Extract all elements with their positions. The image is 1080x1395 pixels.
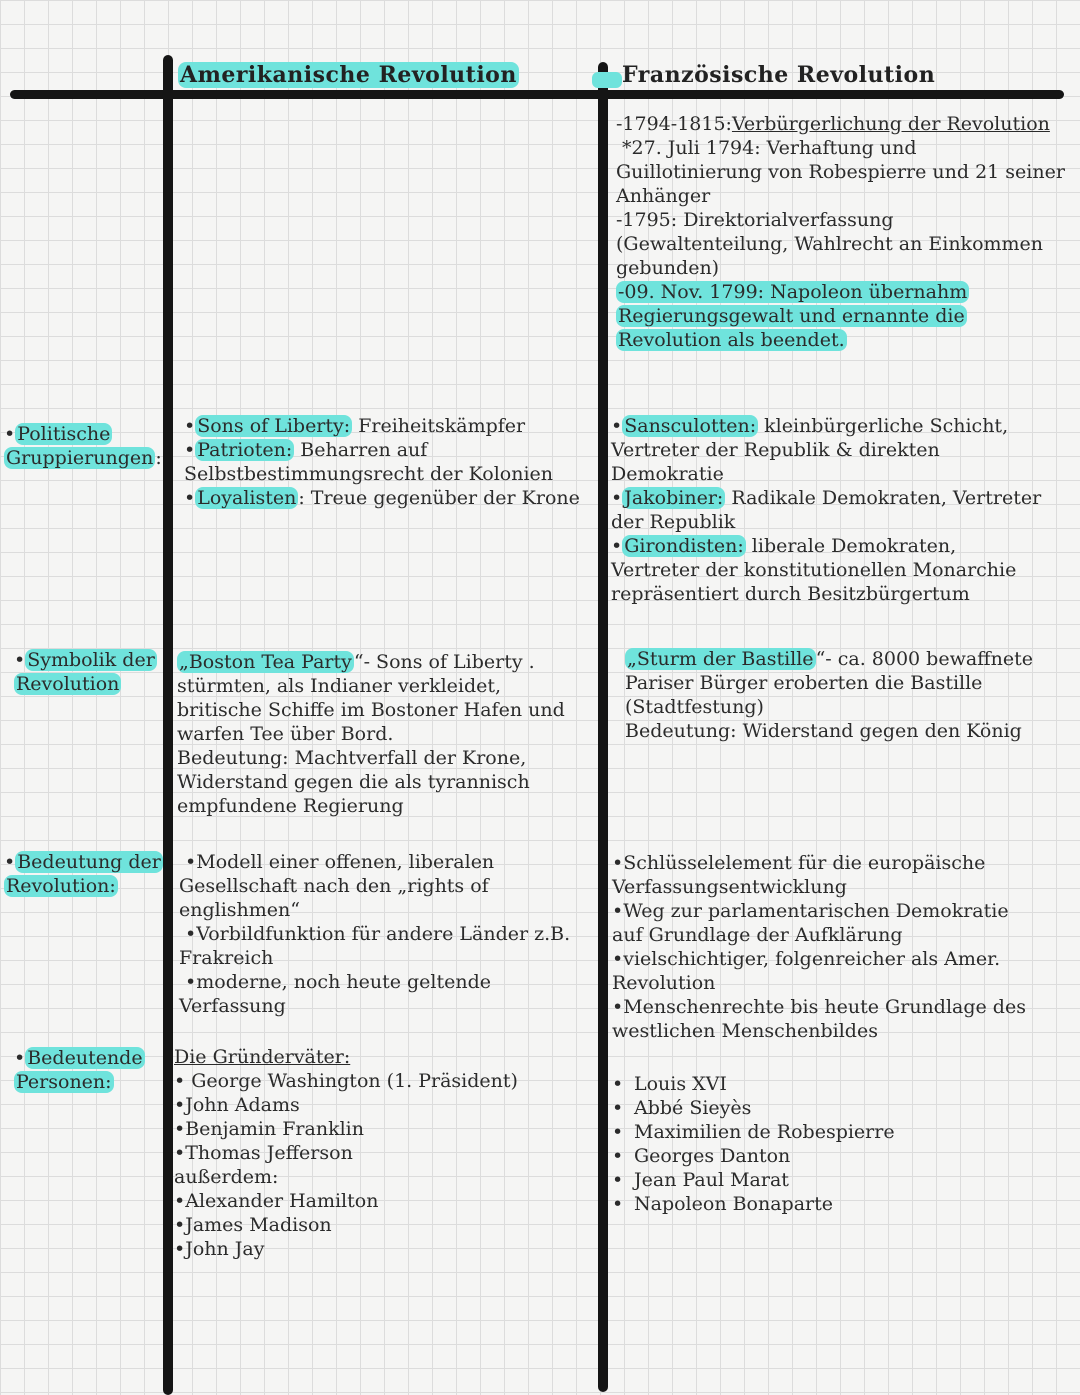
person-list-item: • Abbé Sieyès — [612, 1097, 752, 1119]
politische-american-cell: • Sons of Liberty: Freiheitskämpfer • Patrioten: Beharren auf Selbstbestimmungsrecht der Kolonien • Loyalisten : Treue gegenüber der Krone — [184, 415, 580, 509]
politische-french-cell: • Sansculotten: kleinbürgerliche Schicht, Vertreter der Republik & direkten Demokratie • Jakobiner: Radikale Demokraten, Vertreter der Republik • Girondisten: liberale Demokraten, Vertreter der konstitutionellen Monarchie repräsentiert durch Besitzbürgertum — [611, 415, 1042, 605]
header-french: Französische Revolution — [622, 62, 936, 88]
label-bedeutende-personen: • Bedeutende Personen: — [14, 1047, 143, 1093]
person-list-item: • Jean Paul Marat — [612, 1169, 789, 1191]
person-list-item: •Alexander Hamilton — [174, 1190, 379, 1212]
header-american: Amerikanische Revolution — [180, 62, 517, 88]
symbolik-french-cell: „Sturm der Bastille “- ca. 8000 bewaffnete Pariser Bürger eroberten die Bastille (Stadtfestung) Bedeutung: Widerstand gegen den König — [625, 648, 1034, 742]
person-list-item: •Benjamin Franklin — [174, 1118, 364, 1140]
personen-american-cell: Die Gründerväter: • George Washington (1. Präsident) •John Adams •Benjamin Franklin •Thomas Jefferson außerdem: •Alexander Hamilton •James Madison •John Jay — [174, 1046, 518, 1260]
person-list-item: •James Madison — [174, 1214, 332, 1236]
label-symbolik: • Symbolik der Revolution — [14, 649, 155, 695]
person-list-item: •John Adams — [174, 1094, 300, 1116]
label-politische-gruppierungen: • Politische Gruppierungen : — [4, 423, 162, 469]
person-list-item: • Maximilien de Robespierre — [612, 1121, 895, 1143]
person-list-item: •John Jay — [174, 1238, 265, 1260]
vertical-divider-right — [598, 62, 608, 1392]
person-list-item: •Thomas Jefferson — [174, 1142, 353, 1164]
bedeutung-american-cell: •Modell einer offenen, liberalen Gesellschaft nach den „rights of englishmen“ •Vorbildfunktion für andere Länder z.B. Frakreich •moderne, noch heute geltende Verfassung — [179, 851, 571, 1017]
french-timeline-block: -1794-1815:Verbürgerlichung der Revolution *27. Juli 1794: Verhaftung und Guillotinierung von Robespierre und 21 seiner Anhänger -1795: Direktorialverfassung (Gewaltenteilung, Wahlrecht an Einkommen gebunden) -09. Nov. 1799: Napoleon übernahm Regierungsgewalt und ernannte die Revolution als beendet. — [616, 113, 1065, 351]
header-french-highlight-mark — [592, 72, 622, 88]
person-list-item: • Georges Danton — [612, 1145, 791, 1167]
person-list-item: • Louis XVI — [612, 1073, 727, 1095]
bedeutung-french-cell: •Schlüsselelement für die europäische Verfassungsentwicklung •Weg zur parlamentarischen Demokratie auf Grundlage der Aufklärung •vielschichtiger, folgenreicher als Amer. Revolution •Menschenrechte bis heute Grundlage des westlichen Menschenbildes — [612, 852, 1026, 1042]
vertical-divider-left — [163, 55, 173, 1395]
symbolik-american-cell: „Boston Tea Party “- Sons of Liberty . stürmten, als Indianer verkleidet, britische Schiffe im Bostoner Hafen und warfen Tee über Bord. Bedeutung: Machtverfall der Krone, Widerstand gegen die als tyrannisch empfundene Regierung — [177, 651, 565, 817]
personen-french-cell — [612, 1072, 895, 1216]
label-bedeutung: • Bedeutung der Revolution: — [4, 851, 161, 897]
person-list-item: • George Washington (1. Präsident) — [174, 1070, 518, 1092]
person-list-item: • Napoleon Bonaparte — [612, 1193, 834, 1215]
